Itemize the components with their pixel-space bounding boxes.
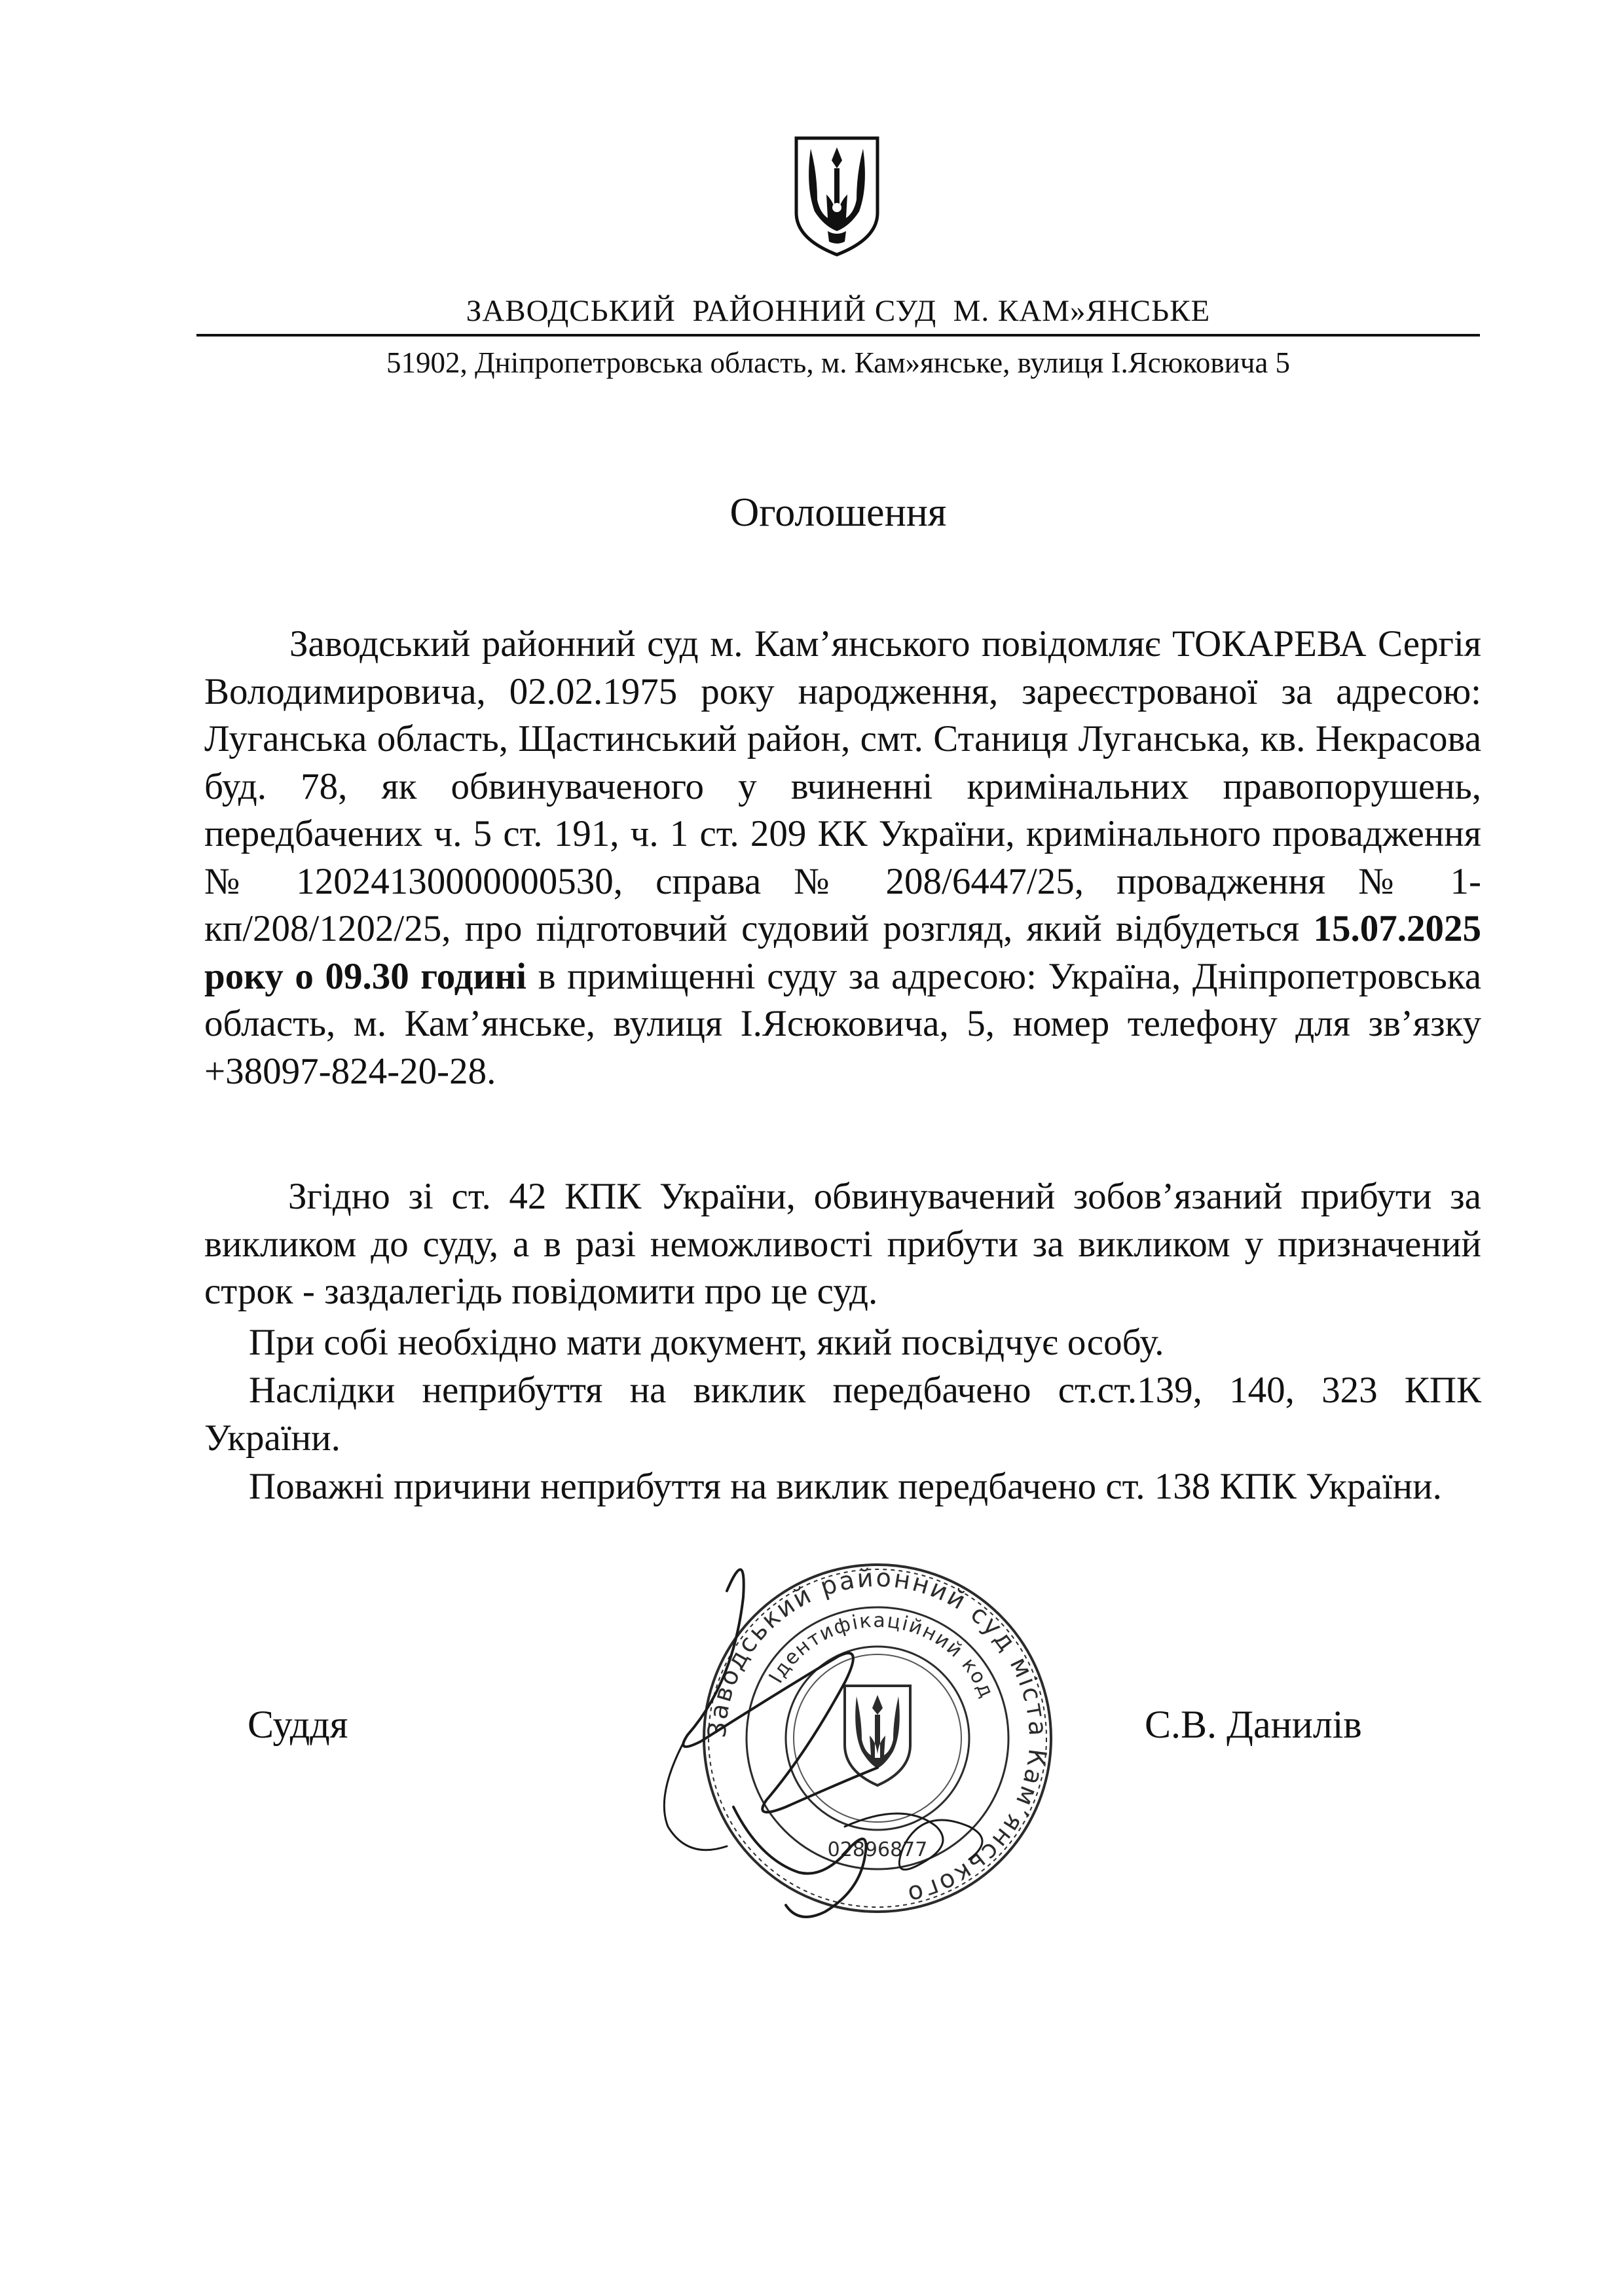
trident-emblem-icon [791,134,883,259]
document-title: Оголошення [729,490,947,535]
announcement-paragraph [204,621,1481,1095]
announcement-text-after: в приміщенні суду за адресою: Україна, Дніпропетровська область, м. Кам’янське, вулиця І.Ясюковича, 5, номер телефону для зв’язку +38097-824-20-28. [204,955,1481,1092]
stamp-code: 02896877 [827,1838,928,1861]
stamp-outer-text: Заводський районний суд міста Кам’янського [702,1563,1053,1910]
announcement-text-before: Заводський районний суд м. Кам’янського повідомляє ТОКАРЕВА Сергія Володимировича, 02.02.1975 року народження, зареєстрованої за адресою: Луганська область, Щастинський район, смт. Станиця Луганська, кв. Некрасова буд. 78, як обвинуваченого у вчиненні кримінальних правопорушень, передбачених ч. 5 ст. 191, ч. 1 ст. 209 КК України, кримінального провадження № 12024130000000530, справа № 208/6447/25, провадження № 1-кп/208/1202/25, про підготовчий судовий розгляд, який відбудеться [204,623,1481,949]
judge-label: Суддя [248,1703,348,1746]
court-address: 51902, Дніпропетровська область, м. Кам»янське, вулиця І.Ясюковича 5 [386,346,1291,379]
handwritten-signature-icon [629,1519,1139,1951]
valid-reasons-paragraph: Поважні причини неприбуття на виклик передбачено ст. 138 КПК України. [249,1466,1442,1507]
hearing-datetime: 15.07.2025 року о 09.30 годині [204,908,1481,997]
stamp-inner-text: Ідентифікаційний код [764,1609,999,1702]
header-divider [196,334,1480,337]
consequences-paragraph: Наслідки неприбуття на виклик передбачено ст.ст.139, 140, 323 КПК України. [204,1370,1481,1459]
judge-name: С.В. Данилів [1145,1703,1362,1746]
obligation-paragraph: Згідно зі ст. 42 КПК України, обвинувачений зобов’язаний прибути за викликом до суду, а в разі неможливості прибути за викликом у призначений строк - заздалегідь повідомити про це суд. [204,1176,1481,1312]
id-document-paragraph: При собі необхідно мати документ, який посвідчує особу. [249,1322,1164,1363]
court-name: ЗАВОДСЬКИЙ РАЙОННИЙ СУД М. КАМ»ЯНСЬКЕ [466,294,1211,328]
